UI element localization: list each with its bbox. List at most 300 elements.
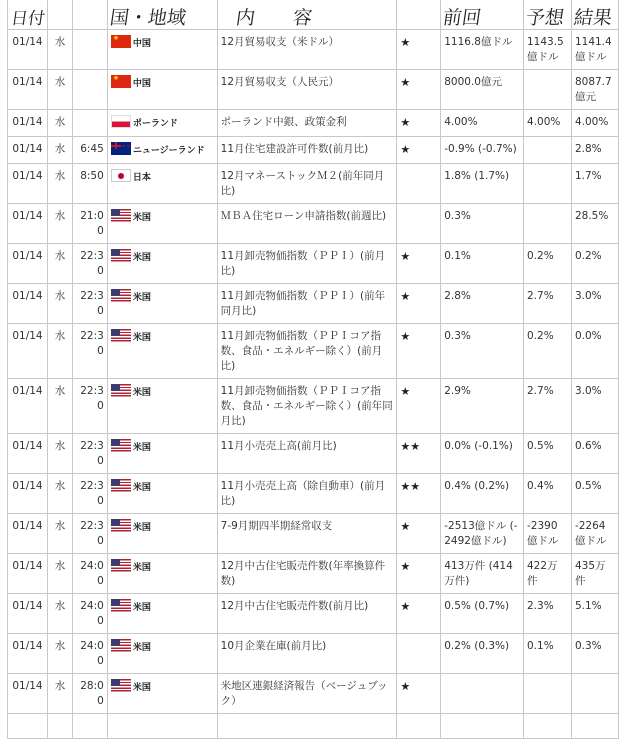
cell-date <box>8 30 48 70</box>
table-row <box>8 244 619 284</box>
cell-result <box>571 30 618 70</box>
cell-importance <box>397 204 441 244</box>
cell-event-text: 12月貿易収支（人民元） <box>220 76 340 88</box>
cell-date <box>8 324 48 379</box>
cell-previous <box>441 244 524 284</box>
cell-event <box>217 594 397 634</box>
table-row <box>8 434 619 474</box>
cell-day-text: 水 <box>54 330 66 342</box>
cell-previous-text: 8000.0億元 <box>444 76 502 88</box>
cell-day <box>47 164 72 204</box>
cell-forecast <box>524 30 572 70</box>
table-row <box>8 514 619 554</box>
cell-importance <box>397 379 441 434</box>
cell-country <box>107 70 217 110</box>
cell-result-text: 0.6% <box>574 440 602 452</box>
cell-time-text: 22:30 <box>80 480 104 507</box>
cell-previous <box>441 554 524 594</box>
cell-importance <box>397 137 441 164</box>
cell-time-text: 22:30 <box>80 440 104 467</box>
cell-event <box>217 324 397 379</box>
cell-forecast-text: 4.00% <box>527 116 561 128</box>
cell-result-text: 28.5% <box>574 210 609 222</box>
cell-result <box>571 137 618 164</box>
cell-day <box>47 137 72 164</box>
table-row <box>8 284 619 324</box>
cell-day-text: 水 <box>54 385 66 397</box>
cell-event <box>217 137 397 164</box>
country-name: 日本 <box>132 173 151 183</box>
cell-importance <box>397 474 441 514</box>
country-name: ポーランド <box>132 119 178 129</box>
cell-importance <box>397 244 441 284</box>
header-importance <box>397 0 441 30</box>
cell-previous-text: 0.4% (0.2%) <box>444 480 510 492</box>
table-row <box>8 110 619 137</box>
cell-previous-text: 2.9% <box>444 385 471 397</box>
cell-previous <box>441 70 524 110</box>
flag-icon <box>111 289 131 302</box>
cell-time <box>72 674 107 714</box>
cell-event-text: 11月卸売物価指数（ＰＰＩ）(前月比) <box>220 250 386 277</box>
header-country <box>107 0 217 30</box>
table-row <box>8 204 619 244</box>
cell-importance-text: ★ <box>400 560 411 573</box>
cell-event-empty <box>217 714 397 739</box>
cell-result-text: 5.1% <box>574 600 602 612</box>
cell-result <box>571 284 618 324</box>
cell-forecast-text: 0.2% <box>527 250 554 262</box>
cell-date <box>8 204 48 244</box>
cell-day <box>47 30 72 70</box>
cell-time <box>72 137 107 164</box>
cell-result <box>571 514 618 554</box>
cell-event-text: 7-9月期四半期経常収支 <box>220 520 333 532</box>
cell-previous-text: 0.3% <box>444 330 471 342</box>
cell-day <box>47 284 72 324</box>
cell-country <box>107 284 217 324</box>
cell-date <box>8 244 48 284</box>
cell-previous <box>441 434 524 474</box>
cell-country <box>107 674 217 714</box>
cell-country <box>107 324 217 379</box>
cell-event-text: 11月住宅建設許可件数(前月比) <box>220 143 369 155</box>
cell-country <box>107 594 217 634</box>
country-name: 米国 <box>132 443 151 453</box>
cell-event <box>217 244 397 284</box>
cell-result-text: 435万件 <box>574 560 606 587</box>
cell-time <box>72 204 107 244</box>
flag-icon <box>111 75 131 88</box>
cell-day-text: 水 <box>54 680 66 692</box>
cell-time <box>72 324 107 379</box>
cell-previous-text: 1116.8億ドル <box>444 36 513 48</box>
cell-importance <box>397 110 441 137</box>
cell-result <box>571 70 618 110</box>
header-previous <box>441 0 524 30</box>
cell-importance-empty <box>397 714 441 739</box>
cell-forecast-text: 0.2% <box>527 330 554 342</box>
cell-event-text: 米地区連銀経済報告（ベージュブック） <box>220 680 388 707</box>
cell-day <box>47 244 72 284</box>
cell-importance <box>397 284 441 324</box>
cell-forecast-text: 1143.5億ドル <box>527 36 564 63</box>
cell-result-empty <box>571 714 618 739</box>
cell-time-text: 22:30 <box>80 385 104 412</box>
cell-previous-empty <box>441 714 524 739</box>
cell-importance-text: ★★ <box>400 480 421 493</box>
cell-day-text: 水 <box>54 480 66 492</box>
cell-day <box>47 110 72 137</box>
cell-day <box>47 594 72 634</box>
cell-result <box>571 434 618 474</box>
cell-previous <box>441 379 524 434</box>
cell-forecast <box>524 514 572 554</box>
table-row <box>8 137 619 164</box>
cell-time-text: 24:00 <box>80 600 104 627</box>
cell-day-empty <box>47 714 72 739</box>
cell-importance-text: ★★ <box>400 440 421 453</box>
cell-date-text: 01/14 <box>12 600 43 612</box>
cell-date <box>8 474 48 514</box>
header-forecast-label: 予想 <box>524 7 566 29</box>
country-name: 米国 <box>132 563 151 573</box>
cell-country <box>107 204 217 244</box>
header-previous-label: 前回 <box>441 7 483 29</box>
cell-previous-text: 0.3% <box>444 210 471 222</box>
cell-previous-text: -2513億ドル (-2492億ドル) <box>444 520 518 547</box>
cell-importance <box>397 30 441 70</box>
cell-importance-text: ★ <box>400 290 411 303</box>
cell-day-text: 水 <box>54 210 66 222</box>
cell-forecast <box>524 110 572 137</box>
cell-event <box>217 379 397 434</box>
cell-previous-text: 413万件 (414万件) <box>444 560 513 587</box>
economic-calendar-table <box>7 0 619 739</box>
table-row <box>8 30 619 70</box>
cell-forecast-text: 2.7% <box>527 290 554 302</box>
cell-result-text: 2.8% <box>574 143 602 155</box>
cell-date <box>8 514 48 554</box>
cell-country <box>107 474 217 514</box>
cell-event-text: 11月小売売上高（除自動車）(前月比) <box>220 480 386 507</box>
cell-importance-text: ★ <box>400 36 411 49</box>
flag-icon <box>111 479 131 492</box>
cell-forecast <box>524 284 572 324</box>
cell-day <box>47 324 72 379</box>
cell-previous-text: 0.5% (0.7%) <box>444 600 510 612</box>
cell-time-text: 22:30 <box>80 250 104 277</box>
cell-importance-text: ★ <box>400 680 411 693</box>
flag-icon <box>111 384 131 397</box>
cell-day-text: 水 <box>54 520 66 532</box>
cell-date-text: 01/14 <box>12 143 43 155</box>
flag-icon <box>111 679 131 692</box>
cell-day-text: 水 <box>54 76 66 88</box>
cell-previous-text: 1.8% (1.7%) <box>444 170 510 182</box>
cell-previous-text: 2.8% <box>444 290 471 302</box>
cell-time <box>72 244 107 284</box>
cell-result-text: 1.7% <box>574 170 602 182</box>
country-name: 米国 <box>132 213 151 223</box>
cell-forecast-text: 0.4% <box>527 480 554 492</box>
cell-previous-text: 0.0% (-0.1%) <box>444 440 513 452</box>
cell-date-text: 01/14 <box>12 440 43 452</box>
cell-result-text: 0.2% <box>574 250 602 262</box>
table-row <box>8 379 619 434</box>
cell-forecast <box>524 324 572 379</box>
cell-date-text: 01/14 <box>12 385 43 397</box>
cell-forecast <box>524 434 572 474</box>
flag-icon <box>111 559 131 572</box>
cell-event <box>217 674 397 714</box>
cell-date <box>8 594 48 634</box>
header-result <box>571 0 618 30</box>
cell-forecast-text: -2390億ドル <box>527 520 559 547</box>
cell-forecast-empty <box>524 714 572 739</box>
cell-date-text: 01/14 <box>12 480 43 492</box>
cell-time <box>72 284 107 324</box>
cell-time-text: 28:00 <box>80 680 104 707</box>
cell-event <box>217 70 397 110</box>
cell-event-text: ポーランド中銀、政策金利 <box>220 116 347 128</box>
cell-result-text: 3.0% <box>574 385 602 397</box>
country-name: 米国 <box>132 643 151 653</box>
country-name: 米国 <box>132 683 151 693</box>
cell-event-text: 11月小売売上高(前月比) <box>220 440 337 452</box>
cell-importance <box>397 594 441 634</box>
cell-day-text: 水 <box>54 290 66 302</box>
cell-previous <box>441 164 524 204</box>
cell-time-text: 22:30 <box>80 520 104 547</box>
cell-day-text: 水 <box>54 170 66 182</box>
cell-time <box>72 434 107 474</box>
country-name: 米国 <box>132 483 151 493</box>
cell-importance <box>397 324 441 379</box>
cell-date-text: 01/14 <box>12 290 43 302</box>
country-name: 米国 <box>132 603 151 613</box>
flag-icon <box>111 169 131 182</box>
cell-importance <box>397 554 441 594</box>
cell-event-text: 11月卸売物価指数（ＰＰＩコア指数、食品・エネルギー除く）(前月比) <box>220 330 383 372</box>
country-name: 米国 <box>132 523 151 533</box>
cell-date <box>8 110 48 137</box>
cell-event-text: ＭＢＡ住宅ローン申請指数(前週比) <box>220 210 387 222</box>
flag-icon <box>111 519 131 532</box>
cell-day <box>47 379 72 434</box>
table-row <box>8 594 619 634</box>
cell-importance-text: ★ <box>400 600 411 613</box>
country-name: ニュージーランド <box>132 146 205 156</box>
cell-forecast <box>524 204 572 244</box>
cell-previous <box>441 324 524 379</box>
cell-event <box>217 30 397 70</box>
cell-day-text: 水 <box>54 250 66 262</box>
cell-result <box>571 204 618 244</box>
cell-forecast-text: 2.3% <box>527 600 554 612</box>
cell-day-text: 水 <box>54 143 66 155</box>
cell-country <box>107 554 217 594</box>
cell-previous <box>441 474 524 514</box>
cell-forecast-text: 2.7% <box>527 385 554 397</box>
country-name: 米国 <box>132 388 151 398</box>
cell-previous <box>441 30 524 70</box>
cell-day <box>47 554 72 594</box>
cell-result <box>571 554 618 594</box>
cell-day <box>47 474 72 514</box>
cell-result-text: 1141.4億ドル <box>574 36 612 63</box>
cell-day <box>47 674 72 714</box>
cell-event <box>217 204 397 244</box>
header-event-label: 内容 <box>234 7 352 29</box>
cell-result-text: 4.00% <box>574 116 609 128</box>
header-country-label: 国・地域 <box>108 7 188 29</box>
cell-date <box>8 554 48 594</box>
cell-date <box>8 164 48 204</box>
header-row <box>8 0 619 30</box>
cell-result <box>571 594 618 634</box>
country-name: 米国 <box>132 293 151 303</box>
cell-day-text: 水 <box>54 640 66 652</box>
cell-time-text: 22:30 <box>80 330 104 357</box>
cell-country <box>107 164 217 204</box>
cell-importance-text: ★ <box>400 385 411 398</box>
table-row <box>8 474 619 514</box>
country-name: 中国 <box>132 79 151 89</box>
cell-time-text: 22:30 <box>80 290 104 317</box>
cell-date-text: 01/14 <box>12 680 43 692</box>
cell-time <box>72 379 107 434</box>
cell-importance-text: ★ <box>400 330 411 343</box>
cell-event <box>217 284 397 324</box>
cell-date-text: 01/14 <box>12 560 43 572</box>
cell-date-text: 01/14 <box>12 330 43 342</box>
cell-result <box>571 110 618 137</box>
cell-country <box>107 514 217 554</box>
cell-time-text: 6:45 <box>80 143 104 155</box>
cell-previous <box>441 514 524 554</box>
flag-icon <box>111 249 131 262</box>
cell-time-text: 21:00 <box>80 210 104 237</box>
cell-importance <box>397 514 441 554</box>
table-row <box>8 324 619 379</box>
table-row <box>8 674 619 714</box>
cell-importance <box>397 674 441 714</box>
cell-date-text: 01/14 <box>12 250 43 262</box>
country-name: 中国 <box>132 39 151 49</box>
header-result-label: 結果 <box>572 7 614 29</box>
cell-importance-text: ★ <box>400 250 411 263</box>
cell-importance <box>397 164 441 204</box>
cell-country <box>107 379 217 434</box>
cell-previous <box>441 674 524 714</box>
cell-date-text: 01/14 <box>12 640 43 652</box>
flag-icon <box>111 329 131 342</box>
cell-country <box>107 434 217 474</box>
cell-event-text: 12月マネーストックＭ２(前年同月比) <box>220 170 385 197</box>
header-event <box>217 0 397 30</box>
cell-event <box>217 554 397 594</box>
cell-forecast-text: 0.5% <box>527 440 554 452</box>
cell-event-text: 12月中古住宅販売件数(前月比) <box>220 600 369 612</box>
header-date <box>8 0 48 30</box>
cell-forecast <box>524 244 572 284</box>
cell-previous-text: -0.9% (-0.7%) <box>444 143 517 155</box>
cell-day-text: 水 <box>54 600 66 612</box>
cell-day <box>47 70 72 110</box>
cell-date-text: 01/14 <box>12 210 43 222</box>
cell-country-empty <box>107 714 217 739</box>
cell-forecast <box>524 474 572 514</box>
flag-icon <box>111 439 131 452</box>
cell-importance-text: ★ <box>400 76 411 89</box>
cell-previous-text: 4.00% <box>444 116 478 128</box>
cell-event-text: 12月中古住宅販売件数(年率換算件数) <box>220 560 386 587</box>
cell-forecast <box>524 137 572 164</box>
cell-previous <box>441 284 524 324</box>
cell-result <box>571 164 618 204</box>
flag-icon <box>111 209 131 222</box>
cell-forecast <box>524 594 572 634</box>
cell-result-text: 3.0% <box>574 290 602 302</box>
cell-previous-text: 0.2% (0.3%) <box>444 640 510 652</box>
cell-time <box>72 164 107 204</box>
header-forecast <box>524 0 572 30</box>
cell-date-text: 01/14 <box>12 170 43 182</box>
cell-date <box>8 434 48 474</box>
cell-event <box>217 514 397 554</box>
cell-result-text: 8087.7億元 <box>574 76 612 103</box>
cell-event-text: 11月卸売物価指数（ＰＰＩ）(前年同月比) <box>220 290 386 317</box>
cell-day-text: 水 <box>54 440 66 452</box>
cell-forecast <box>524 554 572 594</box>
cell-time <box>72 474 107 514</box>
flag-icon <box>111 35 131 48</box>
cell-result <box>571 379 618 434</box>
cell-time-text: 8:50 <box>80 170 104 182</box>
cell-date-text: 01/14 <box>12 116 43 128</box>
cell-day-text: 水 <box>54 116 66 128</box>
cell-result <box>571 244 618 284</box>
cell-time <box>72 70 107 110</box>
cell-day <box>47 204 72 244</box>
cell-result <box>571 474 618 514</box>
cell-country <box>107 137 217 164</box>
cell-country <box>107 244 217 284</box>
cell-previous <box>441 137 524 164</box>
cell-event-text: 10月企業在庫(前月比) <box>220 640 327 652</box>
cell-result-text: 0.5% <box>574 480 602 492</box>
table-row <box>8 70 619 110</box>
cell-result-text: 0.0% <box>574 330 602 342</box>
cell-importance-text: ★ <box>400 116 411 129</box>
cell-event-text: 12月貿易収支（米ドル） <box>220 36 340 48</box>
cell-date-text: 01/14 <box>12 76 43 88</box>
cell-forecast-text: 422万件 <box>527 560 558 587</box>
cell-date <box>8 137 48 164</box>
cell-time <box>72 594 107 634</box>
header-time <box>72 0 107 30</box>
cell-event-text: 11月卸売物価指数（ＰＰＩコア指数、食品・エネルギー除く）(前年同月比) <box>220 385 393 427</box>
cell-time <box>72 110 107 137</box>
cell-previous <box>441 594 524 634</box>
cell-forecast <box>524 379 572 434</box>
cell-forecast <box>524 164 572 204</box>
cell-event <box>217 164 397 204</box>
cell-previous <box>441 204 524 244</box>
header-date-label: 日付 <box>10 9 47 29</box>
cell-event <box>217 434 397 474</box>
